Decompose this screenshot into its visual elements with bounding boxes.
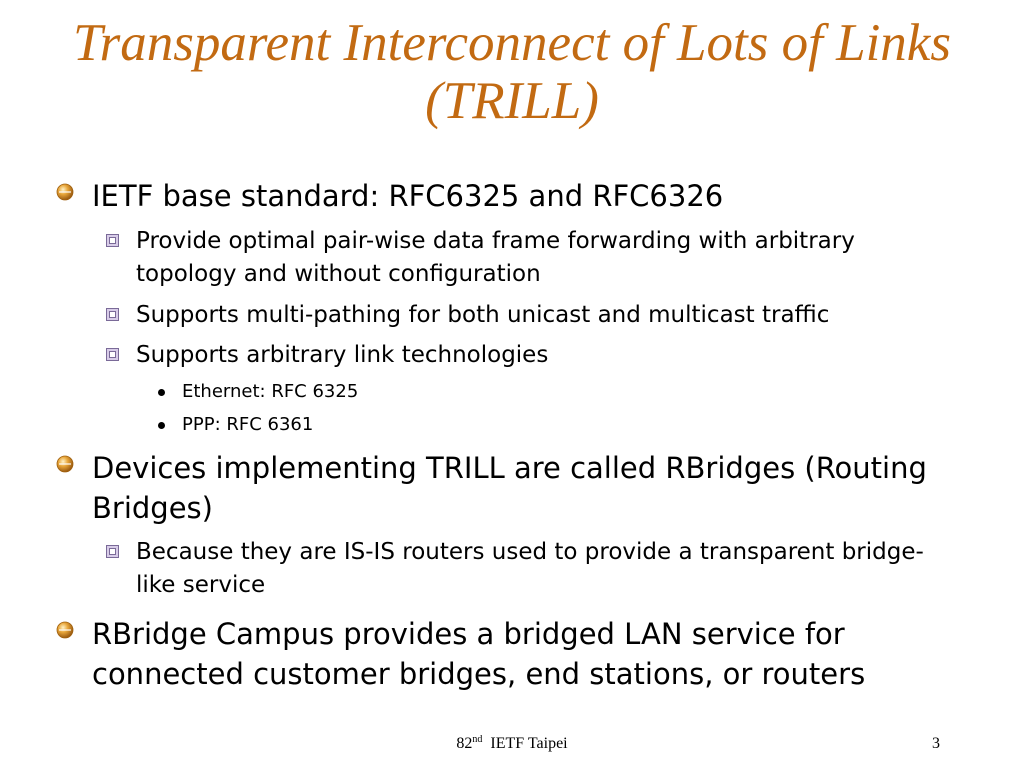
bullet-text: PPP: RFC 6361 <box>182 414 314 435</box>
bullet-item <box>92 176 972 216</box>
bullet-item <box>182 380 942 404</box>
bullet-text: Provide optimal pair-wise data frame forwarding with arbitrary topology and without configuration <box>136 228 855 287</box>
square-bullet-icon <box>106 308 119 321</box>
bullet-text: Devices implementing TRILL are called RBridges (Routing Bridges) <box>92 451 927 525</box>
orange-sphere-bullet-icon <box>56 621 74 639</box>
round-dot-bullet-icon <box>158 389 165 396</box>
bullet-text: Because they are IS-IS routers used to provide a transparent bridge-like service <box>136 539 924 598</box>
bullet-text: Supports arbitrary link technologies <box>136 342 549 368</box>
round-dot-bullet-icon <box>158 422 165 429</box>
page-number: 3 <box>932 735 940 752</box>
bullet-item <box>136 225 956 291</box>
slide-title: Transparent Interconnect of Lots of Links (TRILL) <box>73 14 951 130</box>
bullet-item <box>136 536 956 602</box>
footer-event <box>380 734 644 754</box>
bullet-item <box>92 614 972 694</box>
bullet-text: Supports multi-pathing for both unicast and multicast traffic <box>136 302 830 328</box>
bullet-item <box>136 339 956 372</box>
orange-sphere-bullet-icon <box>56 455 74 473</box>
bullet-text: IETF base standard: RFC6325 and RFC6326 <box>92 179 724 213</box>
footer-number: 82 <box>456 735 473 752</box>
square-bullet-icon <box>106 545 119 558</box>
bullet-text: RBridge Campus provides a bridged LAN service for connected customer bridges, end stations, or routers <box>92 617 866 691</box>
square-bullet-icon <box>106 348 119 361</box>
bullet-item <box>92 448 972 528</box>
footer-event-name: IETF Taipei <box>490 735 568 752</box>
orange-sphere-bullet-icon <box>56 183 74 201</box>
square-bullet-icon <box>106 234 119 247</box>
bullet-item <box>182 413 942 437</box>
bullet-text: Ethernet: RFC 6325 <box>182 381 359 402</box>
footer-superscript: nd <box>472 734 483 745</box>
bullet-item <box>136 299 956 332</box>
